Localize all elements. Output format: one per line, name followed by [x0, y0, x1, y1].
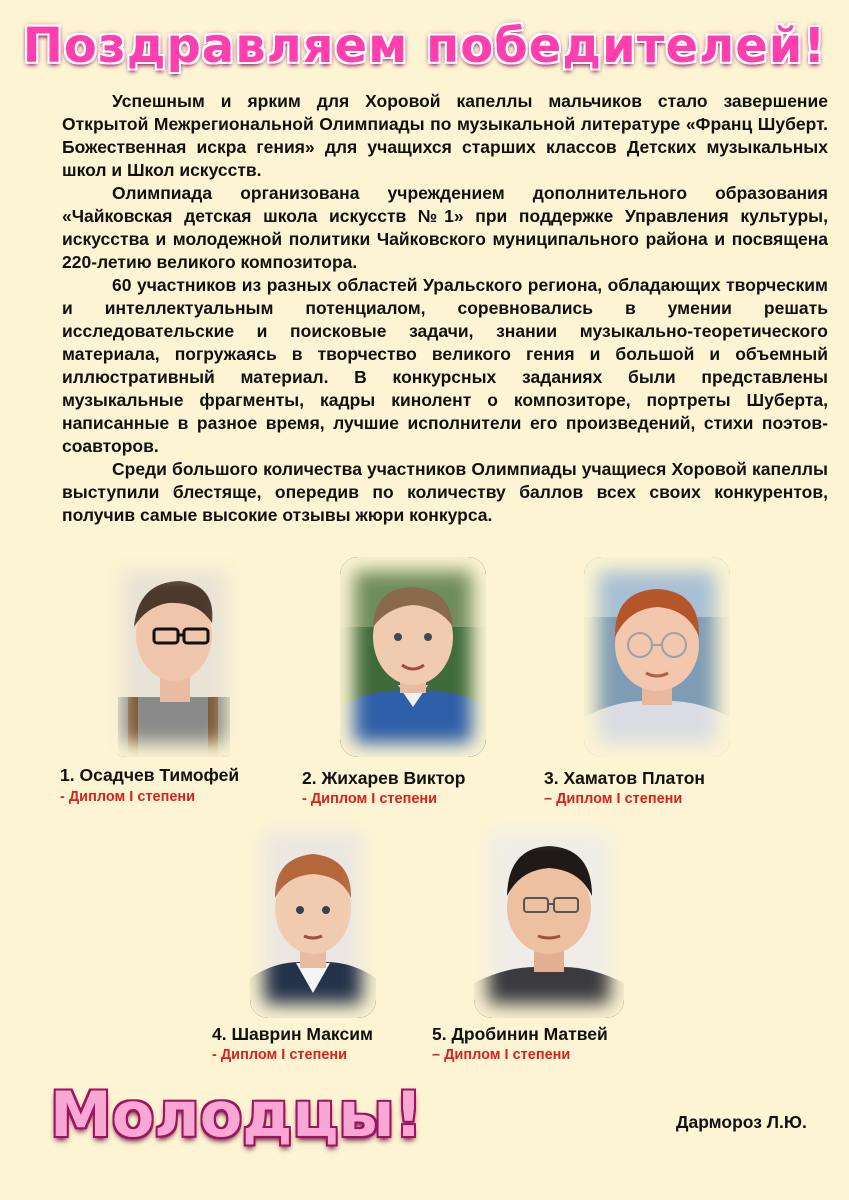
- closing-slogan: Молодцы!: [50, 1078, 423, 1151]
- winner-photo-3: [584, 557, 730, 757]
- author-signature: Дармороз Л.Ю.: [676, 1112, 807, 1132]
- winner-photo-4: [250, 818, 376, 1018]
- paragraph: Олимпиада организована учреждением дополнительного образования «Чайковская детская школа искусств №1» при поддержке Управления культуры, искусства и молодежной политики Чайковского муниципального района и посвящена 220-летию великого композитора.: [62, 183, 828, 272]
- paragraph: 60 участников из разных областей Уральского региона, обладающих творческим и интеллектуальным потенциалом, соревновались в умении решать исследовательские и поисковые задачи, знании музыкально-теоретического материала, погружаясь в творчество великого гения и большой и объемный иллюстративный материал. В конкурсных заданиях были представлены музыкальные фрагменты, кадры кинолент о композиторе, портреты Шуберта, написанные в разное время, лучшие исполнители его произведений, стихи поэтов-соавторов.: [62, 275, 828, 456]
- winner-award-1: - Диплом I степени: [60, 789, 196, 805]
- winner-award-5: – Диплом I степени: [432, 1047, 571, 1063]
- winner-name-1: 1. Осадчев Тимофей: [60, 765, 240, 785]
- page-title: Поздравляем победителей!: [22, 18, 827, 74]
- winner-photo-1: [108, 557, 240, 757]
- winner-name-5: 5. Дробинин Матвей: [432, 1024, 608, 1044]
- winner-photo-5: [474, 818, 624, 1018]
- winner-name-2: 2. Жихарев Виктор: [302, 768, 466, 788]
- winner-photo-2: [340, 557, 486, 757]
- winner-award-4: - Диплом I степени: [212, 1047, 348, 1063]
- article-body: [62, 90, 828, 527]
- paragraph: Среди большого количества участников Олимпиады учащиеся Хоровой капеллы выступили блестяще, опередив по количеству баллов всех своих конкурентов, получив самые высокие отзывы жюри конкурса.: [62, 459, 828, 525]
- winner-award-2: - Диплом I степени: [302, 791, 438, 807]
- winner-name-4: 4. Шаврин Максим: [212, 1024, 373, 1044]
- winner-name-3: 3. Хаматов Платон: [544, 768, 705, 788]
- paragraph: Успешным и ярким для Хоровой капеллы мальчиков стало завершение Открытой Межрегиональной Олимпиады по музыкальной литературе «Франц Шуберт. Божественная искра гения» для учащихся старших классов Детских музыкальных школ и Школ искусств.: [62, 91, 828, 180]
- winner-award-3: – Диплом I степени: [544, 791, 683, 807]
